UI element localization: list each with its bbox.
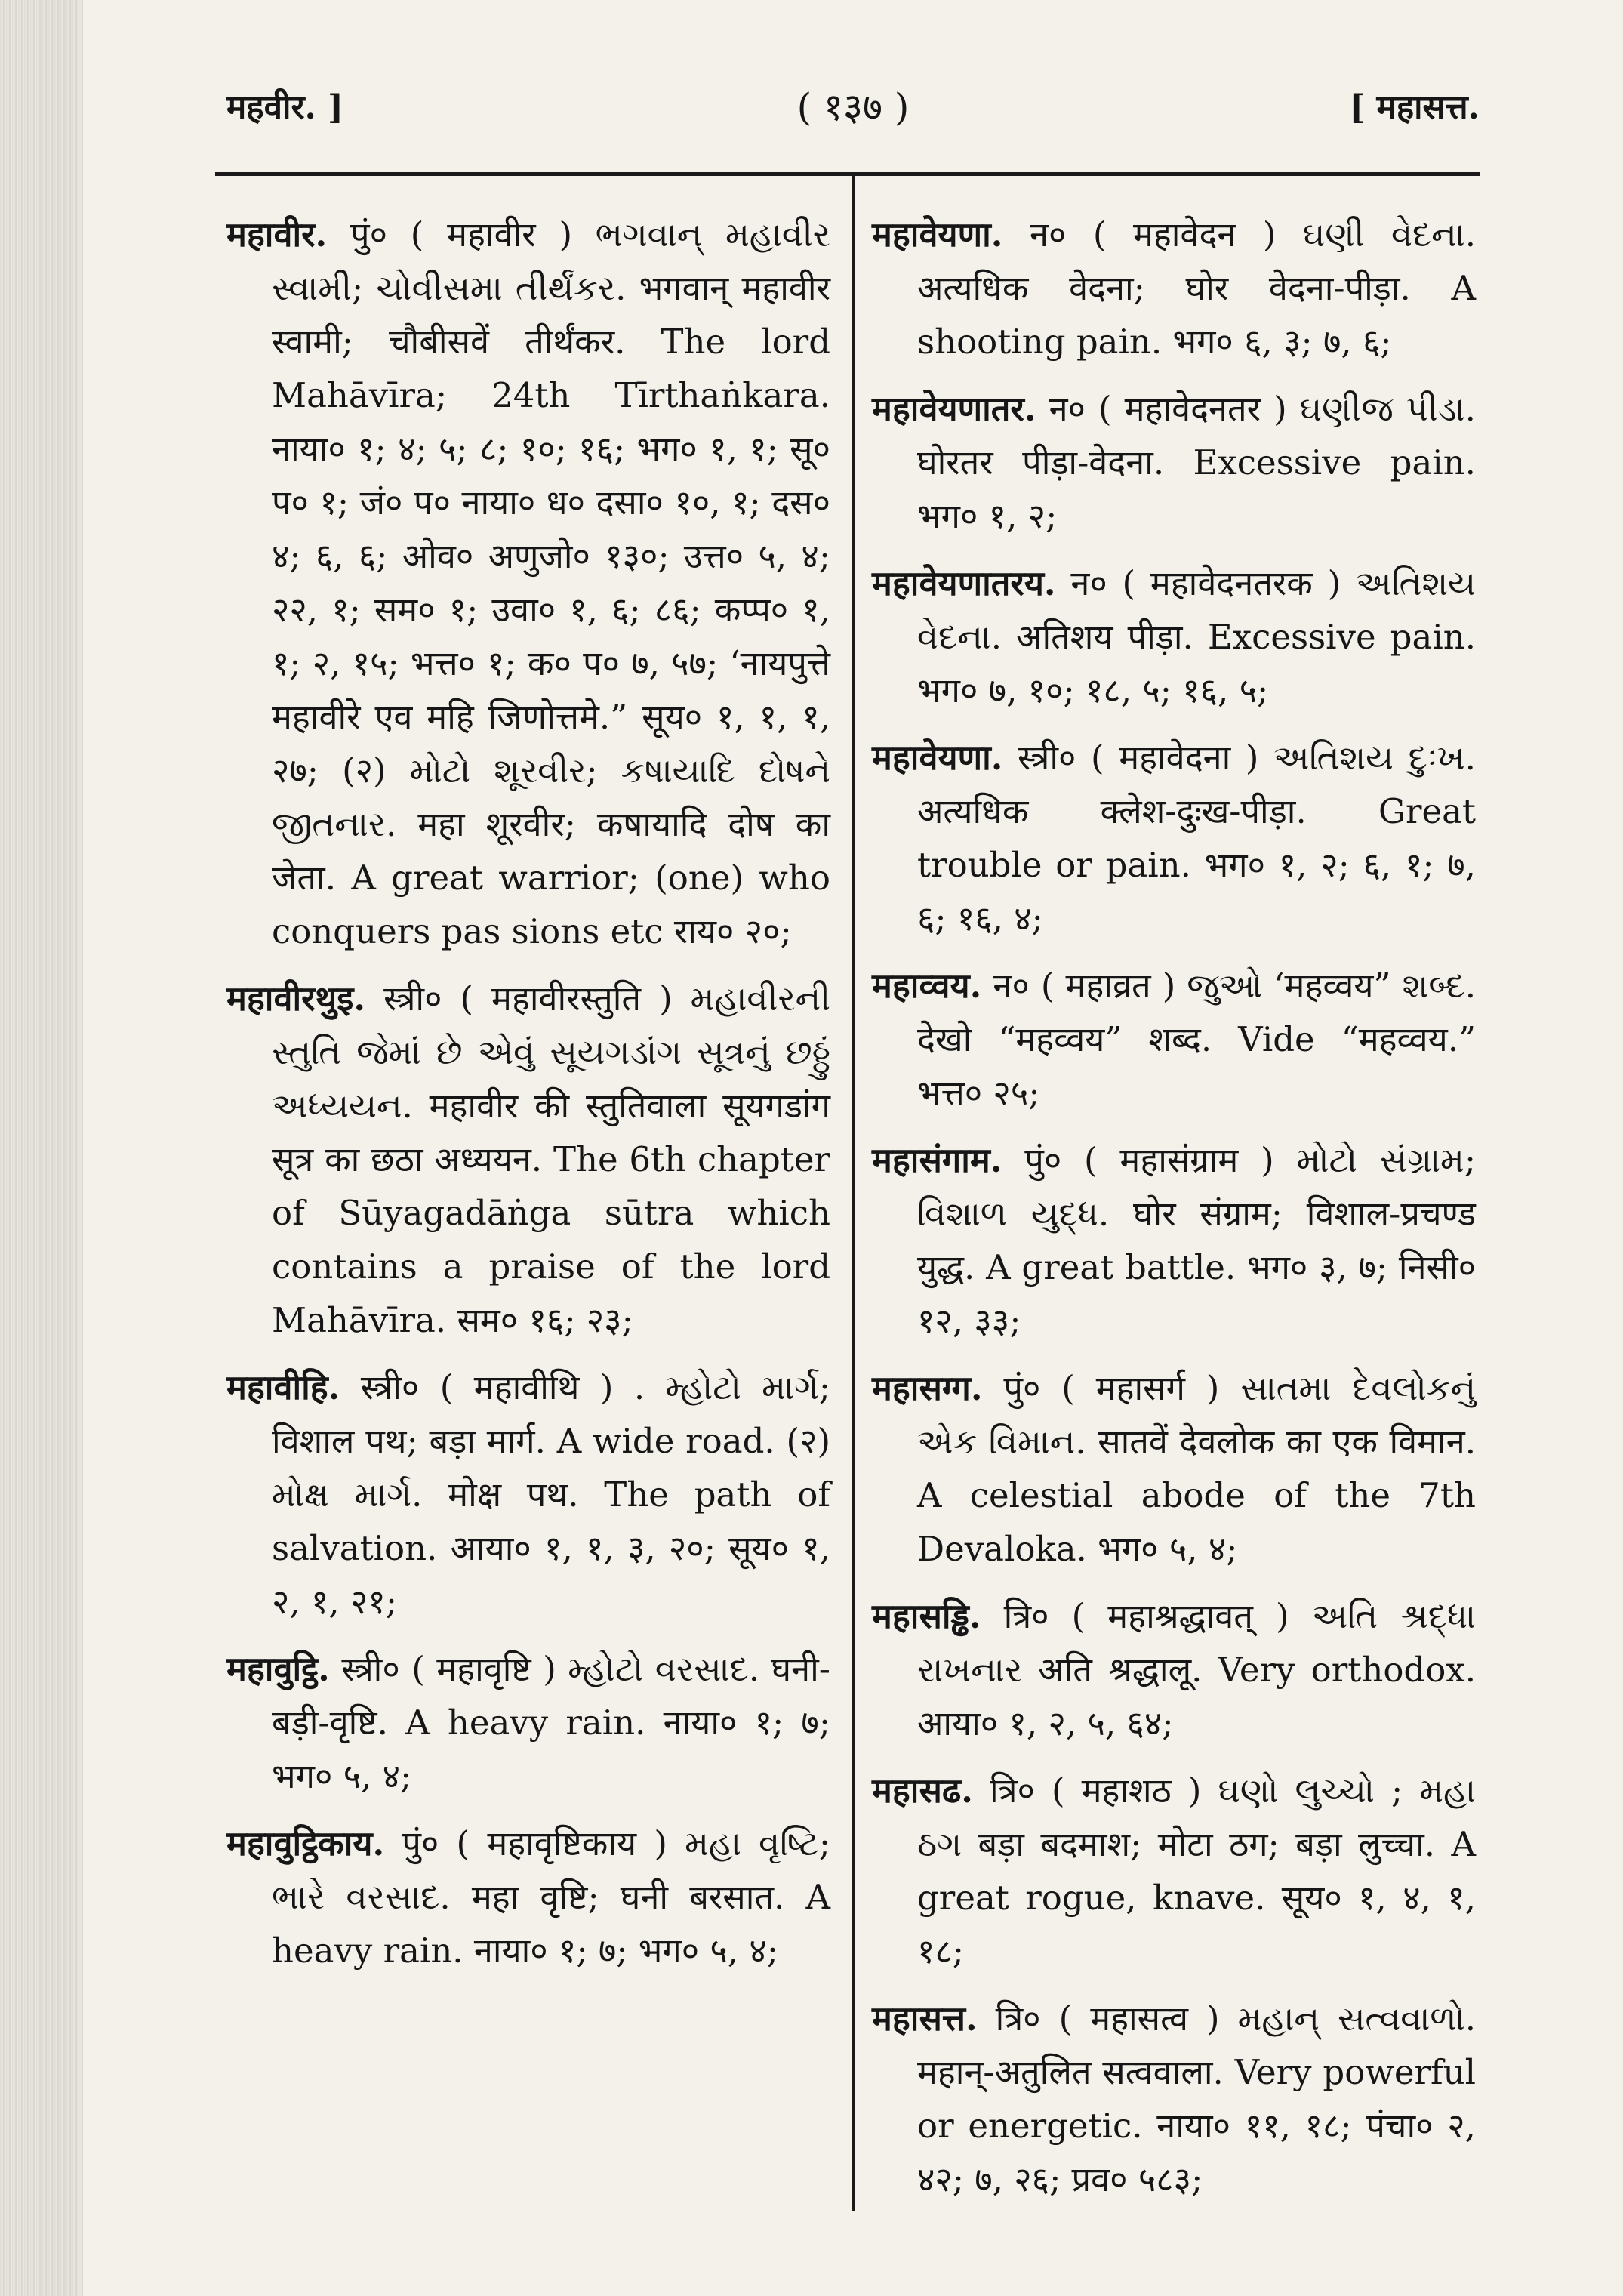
dictionary-entry	[226, 1642, 830, 1803]
header-right-guideword: [ महासत्त.	[1349, 88, 1480, 127]
dictionary-entry	[872, 1361, 1476, 1576]
dictionary-entry	[872, 731, 1476, 945]
entry-text: पुं० ( महासंग्राम ) મોટો સંગ્રામ; વિશાળ યુદ્ધ. घोर संग्राम; विशाल-प्रचण्ड युद्ध. A great battle. भग० ३, ७; निसी० १२, ३३;	[917, 1140, 1476, 1341]
dictionary-entry	[872, 959, 1476, 1120]
left-column	[226, 208, 830, 1991]
entry-text: पुं० ( महासर्ग ) સાતમા દેવલોકનું એક વિમાન. सातवें देवलोक का एक विमान. A celestial abode of the 7th Devaloka. भग० ५, ४;	[917, 1368, 1476, 1569]
entry-text: न० ( महावेदन ) ઘણી વેદના. अत्यधिक वेदना; घोर वेदना-पीड़ा. A shooting pain. भग० ६, ३; ७, ६;	[917, 214, 1476, 362]
entry-headword: महासत्त.	[872, 1999, 978, 2039]
entry-headword: महाव्वय.	[872, 966, 982, 1006]
entry-text: न० ( महाव्रत ) જુઓ ‘महव्वय” શબ્દ. देखो “महव्वय” शब्द. Vide “महव्वय.” भत्त० २५;	[917, 966, 1476, 1113]
dictionary-entry	[872, 1133, 1476, 1348]
entry-text: स्त्री० ( महावेदना ) અતિશય દુઃખ. अत्यधिक क्लेश-दुःख-पीड़ा. Great trouble or pain. भग० १, २; ६, १; ७, ६; १६, ४;	[917, 738, 1476, 938]
entry-text: त्रि० ( महासत्व ) મહાન્ સત્વવાળો. महान्-अतुलित सत्ववाला. Very powerful or energetic. नाया० ११, १८; पंचा० २, ४२; ७, २६; प्रव० ५८३;	[917, 1999, 1476, 2199]
entry-headword: महावेयणा.	[872, 214, 1003, 254]
entry-headword: महासढ.	[872, 1771, 973, 1811]
entry-headword: महावेयणा.	[872, 738, 1003, 778]
entry-headword: महावीर.	[226, 214, 328, 254]
dictionary-entry	[872, 1589, 1476, 1750]
dictionary-entry	[226, 1817, 830, 1977]
page-header	[226, 76, 1480, 136]
page-number: ( १३७ )	[796, 85, 910, 129]
entry-text: स्त्री० ( महावीथि ) . મ્હોટો માર્ગ; विशाल पथ; बड़ा मार्ग. A wide road. (२) મોક્ષ માર્ગ. मोक्ष पथ. The path of salvation. आया० १, १, ३, २०; सूय० १, २, १, २१;	[272, 1367, 830, 1622]
entry-headword: महावुट्ठि.	[226, 1649, 330, 1689]
entry-text: न० ( महावेदनतरक ) અતિશય વેદના. अतिशय पीड़ा. Excessive pain. भग० ७, १०; १८, ५; १६, ५;	[917, 563, 1476, 710]
entry-headword: महावेयणातरय.	[872, 563, 1056, 603]
dictionary-entry	[226, 208, 830, 958]
entry-text: न० ( महावेदनतर ) ઘણીજ પીડા. घोरतर पीड़ा-वेदना. Excessive pain. भग० १, २;	[917, 389, 1476, 536]
right-column	[872, 208, 1476, 2220]
entry-headword: महावीरथुइ.	[226, 978, 366, 1019]
entry-text: स्त्री० ( महावृष्टि ) મ્હોટો વરસાદ. घनी-बड़ी-वृष्टि. A heavy rain. नाया० १; ७; भग० ५, ४;	[272, 1649, 830, 1796]
binding-edge	[0, 0, 83, 2296]
dictionary-entry	[872, 208, 1476, 368]
entry-headword: महासग्ग.	[872, 1368, 983, 1408]
entry-text: त्रि० ( महाशठ ) ઘણો લુચ્ચો ; મહા ઠગ बड़ा बदमाश; मोटा ठग; बड़ा लुच्चा. A great rogue, knave. सूय० १, ४, १, १८;	[917, 1771, 1476, 1971]
entry-text: स्त्री० ( महावीरस्तुति ) મહાવીરની સ્તુતિ જેમાં છે એવું સૂયગડાંગ સૂત્રનું છઠ્ઠું અધ્યયન. महावीर की स्तुतिवाला सूयगडांग सूत्र का छठा अध्ययन. The 6th chapter of Sūyagadāṅga sūtra which contains a praise of the lord Mahāvīra. सम० १६; २३;	[272, 978, 830, 1340]
dictionary-entry	[872, 556, 1476, 717]
entry-text: पुं० ( महावृष्टिकाय ) મહા વૃષ્ટિ; ભારે વરસાદ. महा वृष्टि; घनी बरसात. A heavy rain. नाया० १; ७; भग० ५, ४;	[272, 1823, 830, 1971]
entry-headword: महासंगाम.	[872, 1140, 1002, 1180]
dictionary-entry	[872, 1764, 1476, 1978]
header-rule	[215, 172, 1480, 176]
dictionary-entry	[226, 1361, 830, 1629]
dictionary-entry	[872, 382, 1476, 543]
dictionary-entry	[226, 972, 830, 1347]
entry-headword: महावुट्ठिकाय.	[226, 1823, 385, 1863]
entry-headword: महावेयणातर.	[872, 389, 1036, 429]
column-divider	[852, 172, 855, 2211]
dictionary-entry	[872, 1992, 1476, 2206]
entry-text: पुं० ( महावीर ) ભગવાન્ મહાવીર સ્વામી; ચોવીસમા તીર્થંકર. भगवान् महावीर स्वामी; चौबीसवें तीर्थंकर. The lord Mahāvīra; 24th Tīrthaṅkara. नाया० १; ४; ५; ८; १०; १६; भग० १, १; सू० प० १; जं० प० नाया० ध० दसा० १०, १; दस० ४; ६, ६; ओव० अणुजो० १३०; उत्त० ५, ४; २२, १; सम० १; उवा० १, ६; ८६; कप्प० १, १; २, १५; भत्त० १; क० प० ७, ५७; ‘नायपुत्ते महावीरे एव महि जिणोत्तमे.” सूय० १, १, १, २७; (२) મોટો શૂરવીર; કષાયાદિ દોષને જીતનાર. महा शूरवीर; कषायादि दोष का जेता. A great warrior; (one) who conquers pas sions etc राय० २०;	[272, 214, 830, 951]
entry-text: त्रि० ( महाश्रद्धावत् ) અતિ શ્રદ્ધા રાખનાર अति श्रद्धालू. Very orthodox. आया० १, २, ५, ६४;	[917, 1596, 1476, 1743]
entry-headword: महासड्ढि.	[872, 1596, 981, 1636]
entry-headword: महावीहि.	[226, 1367, 340, 1407]
header-left-guideword: महवीर. ]	[226, 88, 343, 127]
